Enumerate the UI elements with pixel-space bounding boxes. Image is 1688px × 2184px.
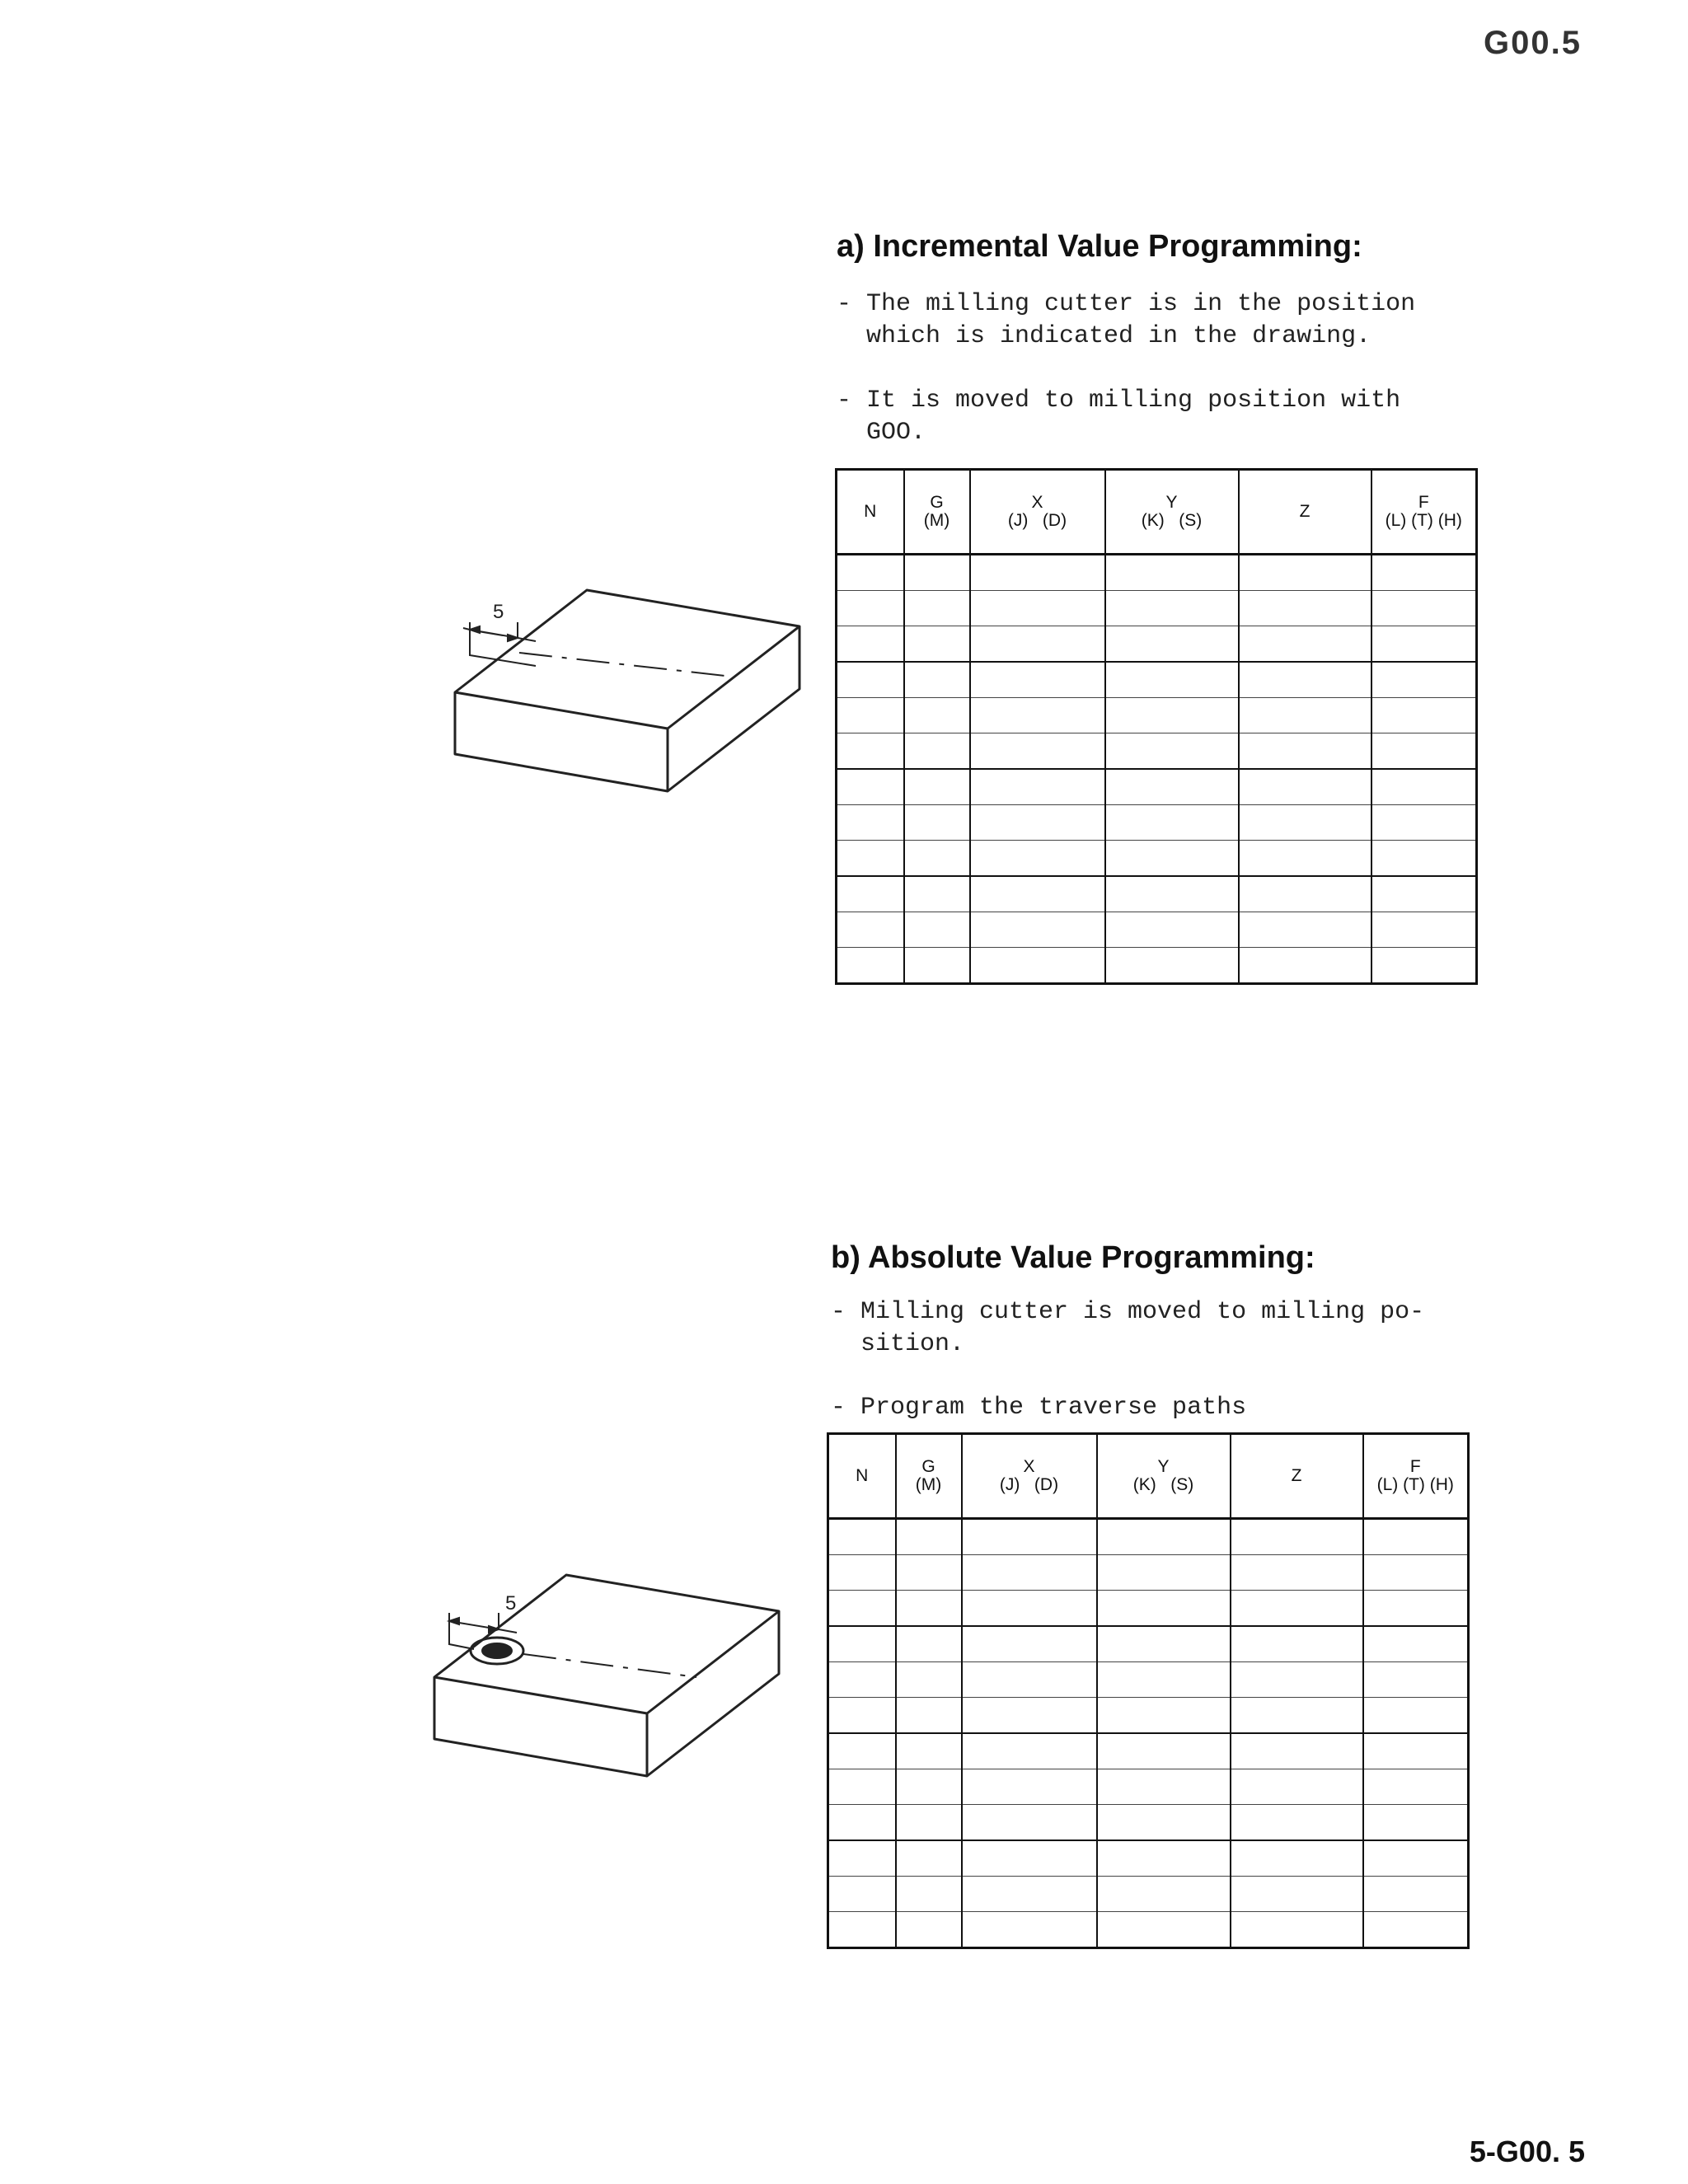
table-cell[interactable] — [896, 1840, 962, 1877]
table-cell[interactable] — [1239, 876, 1372, 912]
table-cell[interactable] — [1097, 1555, 1231, 1591]
table-cell[interactable] — [970, 698, 1105, 733]
table-cell[interactable] — [896, 1877, 962, 1912]
table-cell[interactable] — [1105, 698, 1239, 733]
column-header-label: G — [921, 1457, 935, 1476]
table-cell[interactable] — [828, 1805, 896, 1841]
table-cell[interactable] — [1239, 555, 1372, 591]
table-cell[interactable] — [1231, 1805, 1363, 1841]
column-header — [1231, 1434, 1363, 1519]
table-cell[interactable] — [1231, 1555, 1363, 1591]
table-cell[interactable] — [837, 912, 904, 948]
column-header-label: F — [1409, 1457, 1421, 1476]
table-cell[interactable] — [962, 1733, 1097, 1769]
table-cell[interactable] — [970, 805, 1105, 841]
table-cell[interactable] — [1105, 662, 1239, 698]
table-cell[interactable] — [904, 948, 970, 984]
table-row — [828, 1591, 1469, 1627]
table-row — [837, 733, 1477, 770]
table-cell[interactable] — [1231, 1519, 1363, 1555]
table-cell[interactable] — [1231, 1626, 1363, 1662]
table-cell[interactable] — [962, 1877, 1097, 1912]
table-cell[interactable] — [970, 662, 1105, 698]
table-cell[interactable] — [970, 733, 1105, 770]
table-cell[interactable] — [1097, 1912, 1231, 1948]
column-header — [1372, 470, 1477, 555]
table-row — [837, 948, 1477, 984]
page-footer-label: 5-G00. 5 — [1469, 2135, 1585, 2168]
table-cell[interactable] — [837, 698, 904, 733]
table-cell[interactable] — [904, 626, 970, 663]
workpiece-drawing-a — [445, 577, 808, 808]
column-header — [1097, 1434, 1231, 1519]
table-cell[interactable] — [1097, 1733, 1231, 1769]
table-cell[interactable] — [970, 841, 1105, 877]
table-cell[interactable] — [970, 876, 1105, 912]
note-line: Milling cutter is moved to milling po- — [860, 1298, 1425, 1326]
table-cell[interactable] — [1372, 626, 1477, 663]
table-row — [837, 805, 1477, 841]
table-cell[interactable] — [828, 1626, 896, 1662]
table-cell[interactable] — [1231, 1733, 1363, 1769]
table-cell[interactable] — [1363, 1626, 1469, 1662]
note-line: sition. — [860, 1330, 965, 1358]
table-cell[interactable] — [1105, 626, 1239, 663]
table-cell[interactable] — [896, 1769, 962, 1805]
table-row — [837, 698, 1477, 733]
column-header-sublabel: (M) — [915, 1475, 942, 1494]
section-b-heading: b) Absolute Value Programming: — [831, 1240, 1315, 1275]
table-cell[interactable] — [828, 1733, 896, 1769]
table-row — [828, 1519, 1469, 1555]
column-header-label: Y — [1157, 1457, 1170, 1476]
table-header-row — [828, 1434, 1469, 1519]
table-cell[interactable] — [1372, 555, 1477, 591]
table-cell[interactable] — [1363, 1698, 1469, 1734]
note-line: Program the traverse paths — [860, 1394, 1247, 1422]
workpiece-drawing-b — [424, 1562, 787, 1793]
table-cell[interactable] — [904, 662, 970, 698]
table-cell[interactable] — [896, 1662, 962, 1698]
table-cell[interactable] — [837, 948, 904, 984]
table-cell[interactable] — [837, 769, 904, 805]
table-cell[interactable] — [828, 1769, 896, 1805]
table-row — [828, 1626, 1469, 1662]
table-cell[interactable] — [904, 733, 970, 770]
column-header-sublabel: (K) (S) — [1132, 1475, 1194, 1494]
column-header-sublabel: (J) (D) — [1007, 511, 1067, 530]
column-header — [1105, 470, 1239, 555]
table-cell[interactable] — [1239, 841, 1372, 877]
section-b-note-2: - Program the traverse paths — [831, 1394, 1247, 1422]
table-cell[interactable] — [970, 591, 1105, 626]
table-cell[interactable] — [1231, 1912, 1363, 1948]
table-cell[interactable] — [1239, 769, 1372, 805]
column-header-label: Y — [1165, 493, 1178, 512]
section-b-note-1: - Milling cutter is moved to milling po- sition. — [831, 1296, 1424, 1361]
table-cell[interactable] — [896, 1626, 962, 1662]
table-cell[interactable] — [962, 1626, 1097, 1662]
table-cell[interactable] — [962, 1769, 1097, 1805]
table-cell[interactable] — [1372, 841, 1477, 877]
table-cell[interactable] — [1372, 948, 1477, 984]
table-cell[interactable] — [896, 1555, 962, 1591]
table-cell[interactable] — [904, 698, 970, 733]
column-header-sublabel: (L) (T) (H) — [1385, 511, 1462, 530]
table-cell[interactable] — [896, 1805, 962, 1841]
table-cell[interactable] — [1105, 733, 1239, 770]
column-header-sublabel: (J) (D) — [999, 1475, 1059, 1494]
section-a-note-1: - The milling cutter is in the position which is indicated in the drawing. — [837, 288, 1415, 353]
table-cell[interactable] — [1372, 769, 1477, 805]
table-cell[interactable] — [1372, 805, 1477, 841]
table-cell[interactable] — [1105, 912, 1239, 948]
table-cell[interactable] — [1105, 876, 1239, 912]
column-header-label: N — [864, 502, 877, 521]
table-cell[interactable] — [1363, 1519, 1469, 1555]
table-cell[interactable] — [837, 733, 904, 770]
table-row — [828, 1769, 1469, 1805]
column-header — [904, 470, 970, 555]
table-cell[interactable] — [828, 1912, 896, 1948]
table-cell[interactable] — [837, 626, 904, 663]
table-cell[interactable] — [1231, 1769, 1363, 1805]
table-cell[interactable] — [1097, 1877, 1231, 1912]
table-row — [828, 1805, 1469, 1841]
table-cell[interactable] — [1097, 1626, 1231, 1662]
table-cell[interactable] — [1097, 1662, 1231, 1698]
table-cell[interactable] — [962, 1805, 1097, 1841]
table-cell[interactable] — [1105, 948, 1239, 984]
table-row — [837, 769, 1477, 805]
table-row — [828, 1698, 1469, 1734]
table-cell[interactable] — [1239, 805, 1372, 841]
dimension-label: 5 — [493, 601, 504, 623]
table-cell[interactable] — [1097, 1519, 1231, 1555]
table-cell[interactable] — [837, 555, 904, 591]
table-cell[interactable] — [970, 912, 1105, 948]
column-header — [828, 1434, 896, 1519]
table-cell[interactable] — [904, 912, 970, 948]
table-cell[interactable] — [962, 1662, 1097, 1698]
table-cell[interactable] — [828, 1591, 896, 1627]
table-cell[interactable] — [970, 555, 1105, 591]
table-cell[interactable] — [1239, 912, 1372, 948]
note-line: GOO. — [866, 419, 926, 447]
column-header-label: N — [856, 1466, 869, 1485]
table-cell[interactable] — [1363, 1662, 1469, 1698]
table-cell[interactable] — [1372, 698, 1477, 733]
table-cell[interactable] — [837, 841, 904, 877]
table-header-row — [837, 470, 1477, 555]
table-cell[interactable] — [896, 1519, 962, 1555]
table-cell[interactable] — [970, 948, 1105, 984]
table-cell[interactable] — [828, 1698, 896, 1734]
table-cell[interactable] — [1231, 1877, 1363, 1912]
table-cell[interactable] — [1239, 948, 1372, 984]
table-cell[interactable] — [904, 805, 970, 841]
table-row — [837, 876, 1477, 912]
column-header-label: X — [1031, 493, 1043, 512]
table-row — [828, 1555, 1469, 1591]
table-cell[interactable] — [904, 841, 970, 877]
table-cell[interactable] — [1231, 1698, 1363, 1734]
note-line: It is moved to milling position with — [866, 387, 1401, 415]
column-header — [837, 470, 904, 555]
note-line: which is indicated in the drawing. — [866, 322, 1372, 350]
table-cell[interactable] — [1105, 805, 1239, 841]
table-cell[interactable] — [896, 1912, 962, 1948]
table-cell[interactable] — [904, 876, 970, 912]
table-row — [828, 1733, 1469, 1769]
table-cell[interactable] — [828, 1555, 896, 1591]
column-header-label: X — [1023, 1457, 1035, 1476]
table-cell[interactable] — [1239, 626, 1372, 663]
column-header — [1239, 470, 1372, 555]
table-cell[interactable] — [1097, 1769, 1231, 1805]
table-cell[interactable] — [1097, 1591, 1231, 1627]
table-row — [828, 1840, 1469, 1877]
table-cell[interactable] — [896, 1698, 962, 1734]
table-cell[interactable] — [1239, 591, 1372, 626]
table-cell[interactable] — [962, 1555, 1097, 1591]
table-cell[interactable] — [970, 769, 1105, 805]
section-a-note-2: - It is moved to milling position with GOO. — [837, 385, 1400, 449]
table-row — [828, 1912, 1469, 1948]
table-cell[interactable] — [962, 1591, 1097, 1627]
table-cell[interactable] — [1105, 555, 1239, 591]
table-cell[interactable] — [1105, 841, 1239, 877]
table-row — [828, 1662, 1469, 1698]
table-cell[interactable] — [1372, 591, 1477, 626]
table-cell[interactable] — [1097, 1698, 1231, 1734]
table-cell[interactable] — [1239, 698, 1372, 733]
table-cell[interactable] — [1372, 912, 1477, 948]
column-header-sublabel: (L) (T) (H) — [1376, 1475, 1454, 1494]
table-row — [837, 555, 1477, 591]
table-cell[interactable] — [1097, 1840, 1231, 1877]
table-cell[interactable] — [1363, 1877, 1469, 1912]
table-row — [837, 662, 1477, 698]
table-cell[interactable] — [904, 591, 970, 626]
table-cell[interactable] — [1372, 733, 1477, 770]
table-cell[interactable] — [1105, 769, 1239, 805]
column-header — [970, 470, 1105, 555]
table-cell[interactable] — [828, 1840, 896, 1877]
table-cell[interactable] — [970, 626, 1105, 663]
program-table-incremental — [835, 468, 1478, 985]
section-a-heading: a) Incremental Value Programming: — [837, 229, 1362, 264]
table-cell[interactable] — [1231, 1591, 1363, 1627]
table-cell[interactable] — [1105, 591, 1239, 626]
table-cell[interactable] — [962, 1698, 1097, 1734]
table-cell[interactable] — [828, 1662, 896, 1698]
table-cell[interactable] — [896, 1591, 962, 1627]
column-header-sublabel: (K) (S) — [1141, 511, 1203, 530]
table-cell[interactable] — [904, 769, 970, 805]
table-cell[interactable] — [1239, 662, 1372, 698]
table-cell[interactable] — [1363, 1733, 1469, 1769]
table-cell[interactable] — [1372, 662, 1477, 698]
table-cell[interactable] — [1231, 1840, 1363, 1877]
table-cell[interactable] — [896, 1733, 962, 1769]
note-line: The milling cutter is in the position — [866, 290, 1416, 318]
table-cell[interactable] — [904, 555, 970, 591]
column-header-label: Z — [1299, 502, 1311, 521]
column-header — [1363, 1434, 1469, 1519]
program-table-absolute — [827, 1432, 1470, 1949]
column-header — [962, 1434, 1097, 1519]
table-cell[interactable] — [828, 1877, 896, 1912]
table-cell[interactable] — [1239, 733, 1372, 770]
table-cell[interactable] — [1363, 1805, 1469, 1841]
table-row — [837, 591, 1477, 626]
table-row — [837, 626, 1477, 663]
table-cell[interactable] — [1363, 1555, 1469, 1591]
table-cell[interactable] — [1363, 1591, 1469, 1627]
column-header — [896, 1434, 962, 1519]
page-header-code: G00.5 — [1484, 25, 1582, 58]
column-header-label: F — [1418, 493, 1429, 512]
table-cell[interactable] — [837, 662, 904, 698]
table-cell[interactable] — [962, 1519, 1097, 1555]
column-header-label: G — [930, 493, 944, 512]
table-cell[interactable] — [837, 805, 904, 841]
column-header-sublabel: (M) — [923, 511, 950, 530]
column-header-label: Z — [1291, 1466, 1302, 1485]
table-row — [837, 841, 1477, 877]
table-cell[interactable] — [962, 1840, 1097, 1877]
table-cell[interactable] — [1363, 1840, 1469, 1877]
table-cell[interactable] — [1372, 876, 1477, 912]
table-cell[interactable] — [1097, 1805, 1231, 1841]
table-cell[interactable] — [828, 1519, 896, 1555]
table-cell[interactable] — [1363, 1912, 1469, 1948]
table-cell[interactable] — [837, 876, 904, 912]
table-cell[interactable] — [1363, 1769, 1469, 1805]
table-row — [837, 912, 1477, 948]
dimension-label: 5 — [505, 1592, 517, 1615]
table-row — [828, 1877, 1469, 1912]
table-cell[interactable] — [962, 1912, 1097, 1948]
table-cell[interactable] — [1231, 1662, 1363, 1698]
table-cell[interactable] — [837, 591, 904, 626]
